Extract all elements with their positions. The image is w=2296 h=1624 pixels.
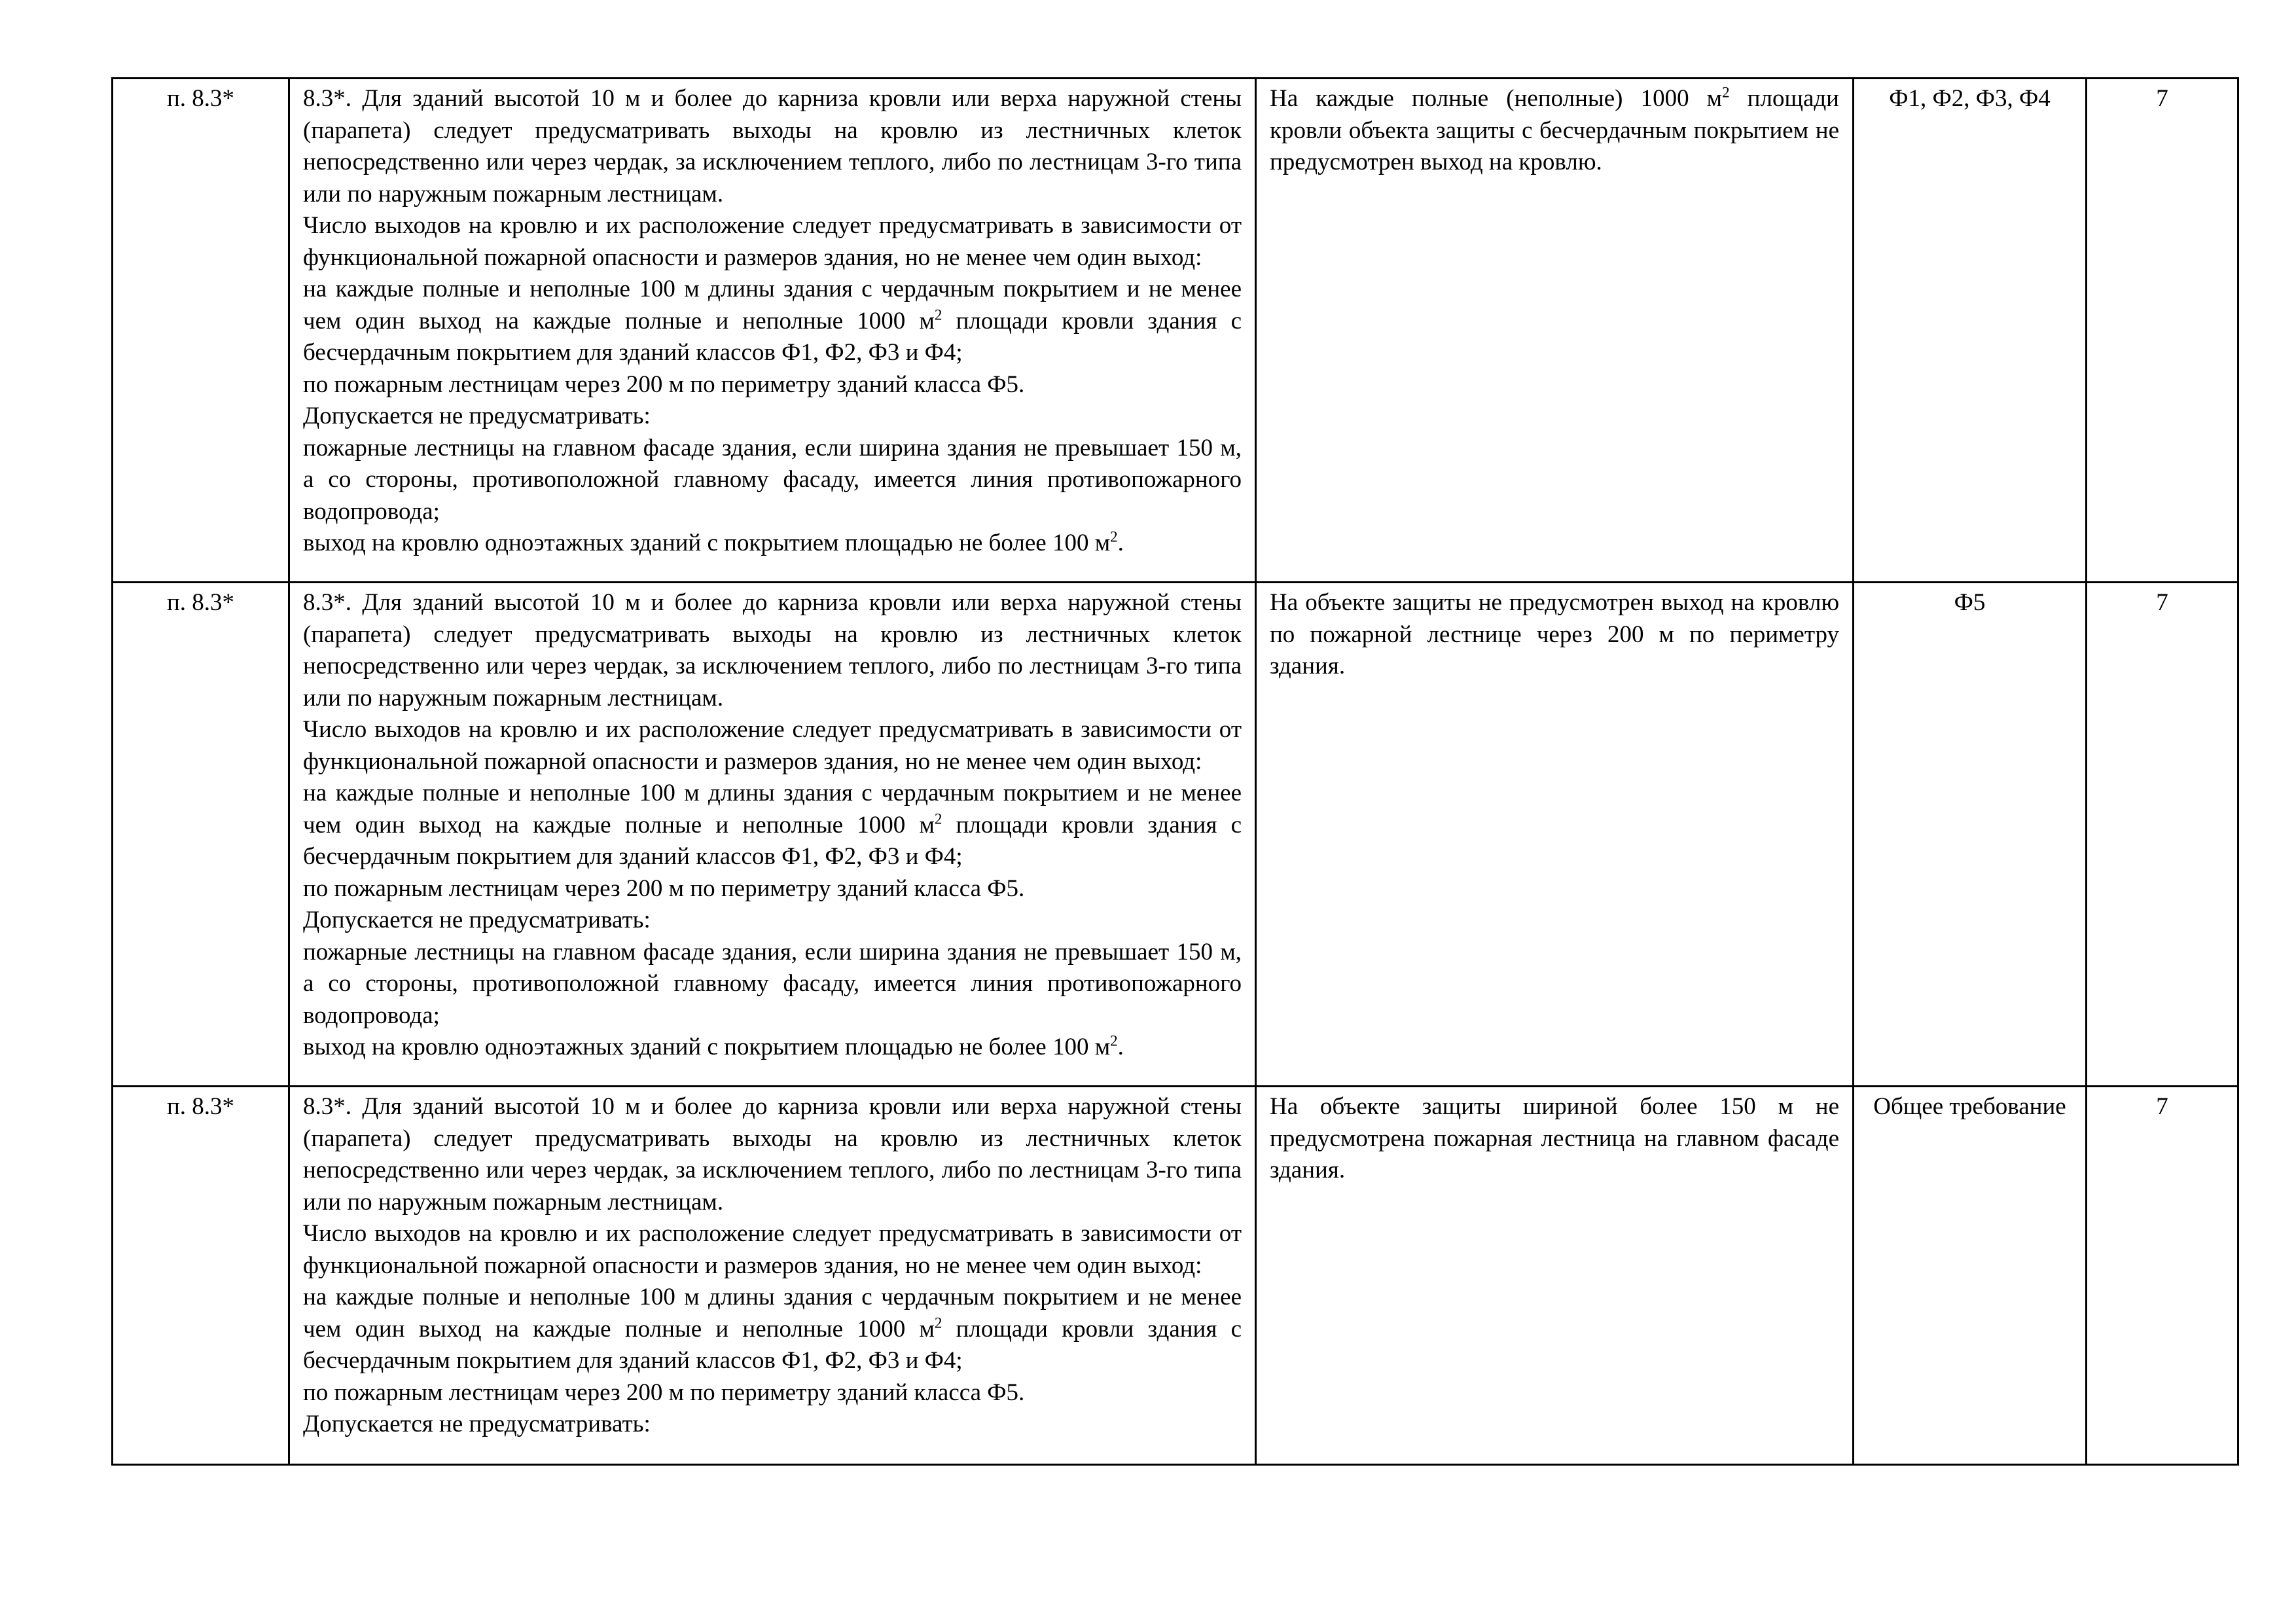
requirement-paragraph	[303, 778, 1242, 873]
requirement-paragraph: Допускается не предусматривать:	[303, 1411, 651, 1437]
building-class: Ф5	[1954, 589, 1986, 616]
requirement-paragraph	[303, 528, 1242, 560]
requirement-paragraph	[303, 1282, 1242, 1377]
superscript: 2	[934, 810, 942, 827]
requirement-paragraph: 8.3*. Для зданий высотой 10 м и более до карниза кровли или верха наружной стены (парапета) следует предусматривать выходы на кровлю из лестничных клеток непосредственно или через чердак, за исключением теплого, либо по лестницам 3-го типа или по наружным пожарным лестницам.	[303, 1093, 1242, 1216]
superscript: 2	[1110, 1032, 1118, 1049]
norm-reference-cell	[113, 79, 289, 583]
requirement-text: на каждые полные и неполные 100 м длины здания с чердачным покрытием и не менее чем один выход на каждые полные и неполные 1000 м	[303, 780, 1242, 839]
requirement-cell	[289, 1087, 1256, 1465]
norm-reference: п. 8.3*	[166, 1093, 235, 1120]
number-cell	[2087, 79, 2238, 583]
requirement-paragraph: пожарные лестницы на главном фасаде здания, если ширина здания не превышает 150 м, а со стороны, противоположной главному фасаду, имеется линия противопожарного водопровода;	[303, 434, 1242, 525]
requirement-paragraph	[303, 1032, 1242, 1064]
requirement-cell	[289, 79, 1256, 583]
superscript: 2	[934, 1314, 942, 1331]
requirement-paragraph	[303, 274, 1242, 369]
requirement-paragraph: Допускается не предусматривать:	[303, 403, 651, 429]
violation-cell	[1256, 1087, 1854, 1465]
requirement-text: .	[1117, 530, 1124, 556]
row-number: 7	[2156, 589, 2168, 616]
requirement-paragraph: Число выходов на кровлю и их расположение следует предусматривать в зависимости от функциональной пожарной опасности и размеров здания, но не менее чем один выход:	[303, 716, 1242, 775]
requirement-paragraph: 8.3*. Для зданий высотой 10 м и более до карниза кровли или верха наружной стены (парапета) следует предусматривать выходы на кровлю из лестничных клеток непосредственно или через чердак, за исключением теплого, либо по лестницам 3-го типа или по наружным пожарным лестницам.	[303, 589, 1242, 712]
requirement-paragraph: 8.3*. Для зданий высотой 10 м и более до карниза кровли или верха наружной стены (парапета) следует предусматривать выходы на кровлю из лестничных клеток непосредственно или через чердак, за исключением теплого, либо по лестницам 3-го типа или по наружным пожарным лестницам.	[303, 85, 1242, 208]
requirement-text: площади кровли здания с бесчердачным покрытием для зданий классов Ф1, Ф2, Ф3 и Ф4;	[303, 811, 1242, 870]
norm-reference: п. 8.3*	[166, 85, 235, 112]
building-class: Общее требование	[1873, 1093, 2066, 1120]
table-row	[113, 79, 2238, 583]
requirement-text: на каждые полные и неполные 100 м длины здания с чердачным покрытием и не менее чем один выход на каждые полные и неполные 1000 м	[303, 276, 1242, 334]
superscript: 2	[1110, 528, 1118, 545]
violation-text: На объекте защиты шириной более 150 м не предусмотрена пожарная лестница на главном фасаде здания.	[1270, 1093, 1839, 1183]
superscript: 2	[934, 306, 942, 323]
violation-text: площади кровли объекта защиты с бесчердачным покрытием не предусмотрен выход на кровлю.	[1270, 85, 1839, 175]
table-row	[113, 1087, 2238, 1465]
requirements-table	[111, 77, 2239, 1466]
requirement-paragraph: по пожарным лестницам через 200 м по периметру зданий класса Ф5.	[303, 370, 1025, 398]
violation-text: На каждые полные (неполные) 1000 м	[1270, 85, 1723, 112]
violation-cell	[1256, 79, 1854, 583]
violation-text: На объекте защиты не предусмотрен выход на кровлю по пожарной лестнице через 200 м по периметру здания.	[1270, 589, 1839, 679]
requirement-paragraph: пожарные лестницы на главном фасаде здания, если ширина здания не превышает 150 м, а со стороны, противоположной главному фасаду, имеется линия противопожарного водопровода;	[303, 938, 1242, 1029]
requirement-text: выход на кровлю одноэтажных зданий с покрытием площадью не более 100 м	[303, 530, 1111, 556]
requirement-paragraph: по пожарным лестницам через 200 м по периметру зданий класса Ф5.	[303, 875, 1025, 902]
superscript: 2	[1722, 84, 1730, 101]
violation-cell	[1256, 583, 1854, 1087]
requirement-paragraph: Число выходов на кровлю и их расположение следует предусматривать в зависимости от функциональной пожарной опасности и размеров здания, но не менее чем один выход:	[303, 212, 1242, 271]
requirement-text: площади кровли здания с бесчердачным покрытием для зданий классов Ф1, Ф2, Ф3 и Ф4;	[303, 307, 1242, 366]
requirement-text: площади кровли здания с бесчердачным покрытием для зданий классов Ф1, Ф2, Ф3 и Ф4;	[303, 1315, 1242, 1374]
requirement-text: .	[1117, 1034, 1124, 1060]
building-class-cell	[1854, 1087, 2087, 1465]
requirement-paragraph: Допускается не предусматривать:	[303, 907, 651, 933]
row-number: 7	[2156, 85, 2168, 112]
number-cell	[2087, 583, 2238, 1087]
norm-reference-cell	[113, 583, 289, 1087]
number-cell	[2087, 1087, 2238, 1465]
building-class-cell	[1854, 79, 2087, 583]
table-row	[113, 583, 2238, 1087]
requirement-paragraph: по пожарным лестницам через 200 м по периметру зданий класса Ф5.	[303, 1379, 1025, 1406]
building-class-cell	[1854, 583, 2087, 1087]
requirement-cell	[289, 583, 1256, 1087]
requirement-paragraph: Число выходов на кровлю и их расположение следует предусматривать в зависимости от функциональной пожарной опасности и размеров здания, но не менее чем один выход:	[303, 1220, 1242, 1279]
requirement-text: на каждые полные и неполные 100 м длины здания с чердачным покрытием и не менее чем один выход на каждые полные и неполные 1000 м	[303, 1284, 1242, 1343]
norm-reference: п. 8.3*	[166, 589, 235, 616]
requirement-text: выход на кровлю одноэтажных зданий с покрытием площадью не более 100 м	[303, 1034, 1111, 1060]
norm-reference-cell	[113, 1087, 289, 1465]
building-class: Ф1, Ф2, Ф3, Ф4	[1889, 85, 2051, 112]
row-number: 7	[2156, 1093, 2168, 1120]
